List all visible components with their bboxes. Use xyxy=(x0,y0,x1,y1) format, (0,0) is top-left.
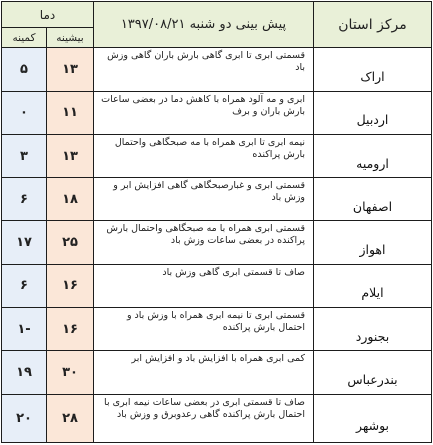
header-temperature: دما xyxy=(2,2,94,28)
province-name: بجنورد xyxy=(314,307,432,350)
min-temp: ۱۹ xyxy=(2,351,47,394)
min-temp: ۶ xyxy=(2,264,47,307)
province-name: اراک xyxy=(314,48,432,91)
forecast-text: قسمتی ابری همراه با مه صبحگاهی واحتمال بارش پراکنده در بعضی ساعات وزش باد xyxy=(94,221,314,264)
province-name: بندرعباس xyxy=(314,351,432,394)
max-temp: ۱۱ xyxy=(47,91,94,134)
forecast-text: کمی ابری همراه با افزایش باد و افزایش ابر xyxy=(94,351,314,394)
forecast-text: صاف تا قسمتی ابری گاهی وزش باد xyxy=(94,264,314,307)
max-temp: ۲۵ xyxy=(47,221,94,264)
forecast-text: نیمه ابری تا ابری همراه با مه صبحگاهی واحتمال بارش پراکنده xyxy=(94,134,314,177)
table-row xyxy=(2,394,432,442)
min-temp: ۰ xyxy=(2,91,47,134)
max-temp: ۱۳ xyxy=(47,134,94,177)
province-name: اردبیل xyxy=(314,91,432,134)
forecast-table-wrapper xyxy=(1,1,431,443)
header-max: بیشینه xyxy=(47,28,94,48)
header-province: مرکز استان xyxy=(314,2,432,48)
table-row xyxy=(2,221,432,264)
header-row-top xyxy=(2,2,432,28)
min-temp: -۱ xyxy=(2,307,47,350)
min-temp: ۵ xyxy=(2,48,47,91)
max-temp: ۱۸ xyxy=(47,178,94,221)
table-row xyxy=(2,178,432,221)
province-name: اهواز xyxy=(314,221,432,264)
table-row xyxy=(2,307,432,350)
table-row xyxy=(2,264,432,307)
forecast-text: قسمتی ابری و غبارصبحگاهی گاهی افزایش ابر و وزش باد xyxy=(94,178,314,221)
province-name: اصفهان xyxy=(314,178,432,221)
header-forecast: پیش بینی دو شنبه ۱۳۹۷/۰۸/۲۱ xyxy=(94,2,314,48)
province-name: بوشهر xyxy=(314,394,432,442)
min-temp: ۶ xyxy=(2,178,47,221)
min-temp: ۲۰ xyxy=(2,394,47,442)
forecast-text: صاف تا قسمتی ابری در بعضی ساعات نیمه ابری با احتمال بارش پراکنده گاهی رعدوبرق و وزش باد xyxy=(94,394,314,442)
weather-forecast-table xyxy=(1,1,432,443)
max-temp: ۱۶ xyxy=(47,264,94,307)
max-temp: ۱۳ xyxy=(47,48,94,91)
forecast-text: قسمتی ابری تا ابری گاهی بارش باران گاهی وزش باد xyxy=(94,48,314,91)
max-temp: ۳۰ xyxy=(47,351,94,394)
table-row xyxy=(2,134,432,177)
table-row xyxy=(2,351,432,394)
forecast-text: ابری و مه آلود همراه با کاهش دما در بعضی ساعات بارش باران و برف xyxy=(94,91,314,134)
max-temp: ۱۶ xyxy=(47,307,94,350)
table-row xyxy=(2,48,432,91)
min-temp: ۳ xyxy=(2,134,47,177)
max-temp: ۲۸ xyxy=(47,394,94,442)
table-row xyxy=(2,91,432,134)
province-name: ارومیه xyxy=(314,134,432,177)
forecast-text: قسمتی ابری تا نیمه ابری همراه با وزش باد و احتمال بارش پراکنده xyxy=(94,307,314,350)
header-min: کمینه xyxy=(2,28,47,48)
province-name: ایلام xyxy=(314,264,432,307)
min-temp: ۱۷ xyxy=(2,221,47,264)
